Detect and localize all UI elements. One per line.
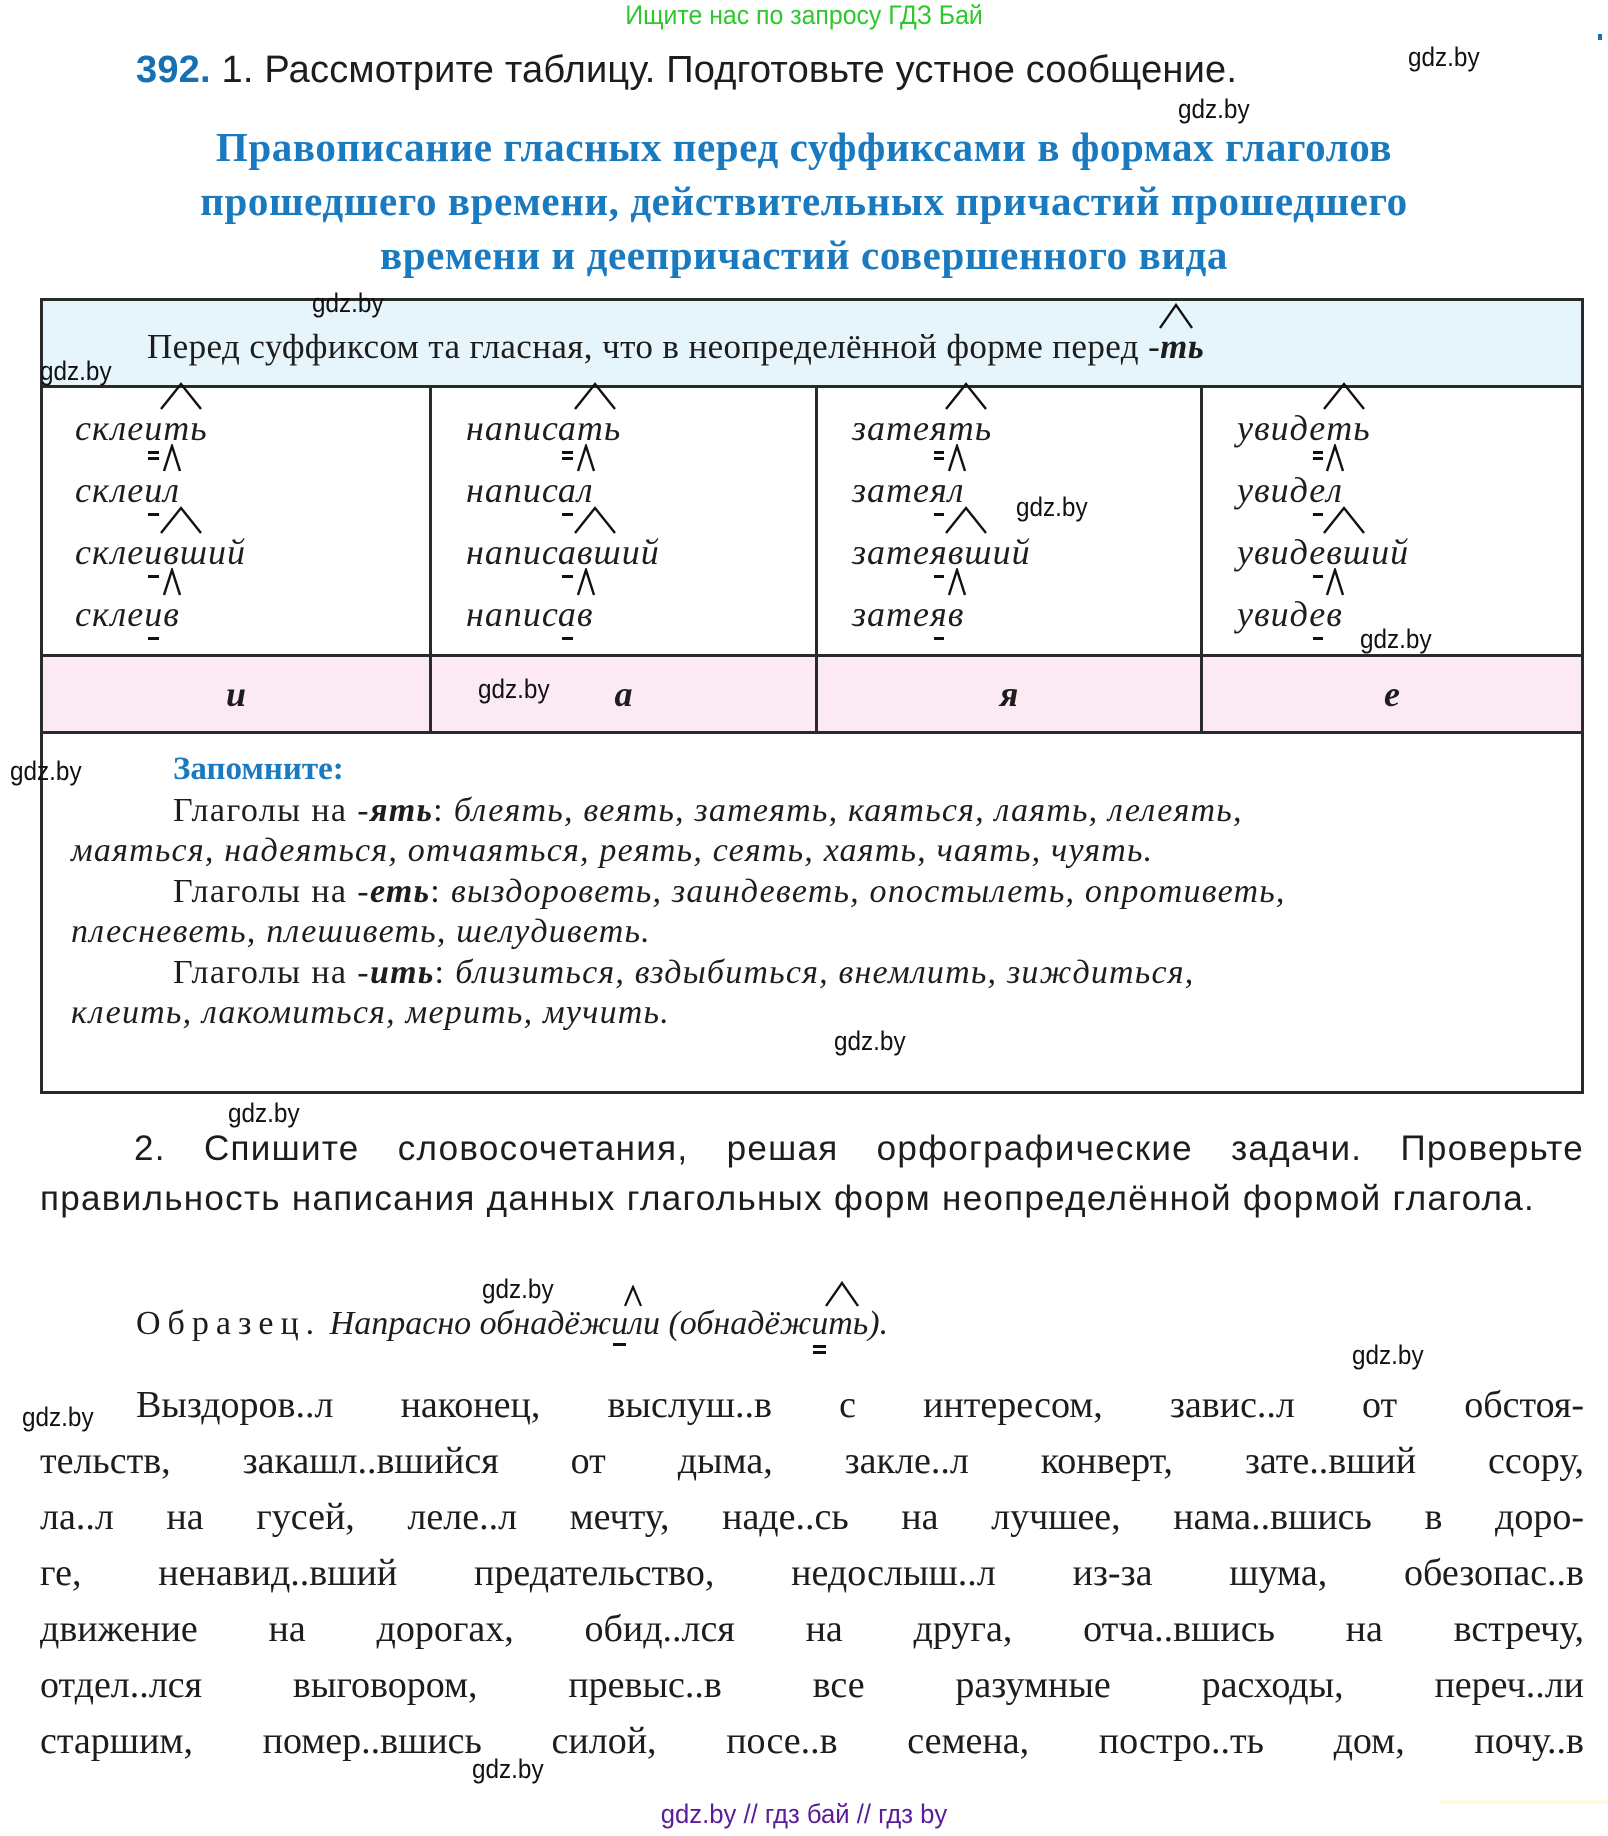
exercise-line-6: отдел..лся выговором, превыс..в все разумные расходы, переч..ли xyxy=(40,1664,1584,1706)
memo-it-line1: Глаголы на -ить: близиться, вздыбиться, внемлить, зиждиться, xyxy=(173,954,1195,991)
suffix-arc-icon xyxy=(946,568,968,596)
word-form: склeивш ий xyxy=(75,532,246,572)
vowel-cell-a: а xyxy=(429,657,815,731)
column-i xyxy=(43,388,429,654)
sample-suffix-arc-icon xyxy=(622,1285,644,1307)
word-form: затеять xyxy=(852,408,992,448)
corner-mark xyxy=(1598,34,1602,40)
watermark: gdz.by xyxy=(22,1402,94,1432)
vowel-cell-ya: я xyxy=(815,657,1200,731)
highlighted-vowel: е xyxy=(1309,470,1327,510)
highlighted-vowel: е xyxy=(1309,408,1327,448)
suffix-arc-icon xyxy=(159,506,203,534)
exercise-line-2: тельств, закашл..вшийся от дыма, закле..л конверт, зате..вший ссору, xyxy=(40,1440,1584,1482)
highlighted-vowel: а xyxy=(557,470,577,510)
word-form: затеяв xyxy=(852,594,964,634)
suffix: вш xyxy=(577,532,622,572)
exercise-line-1: Выздоров..л наконец, выслуш..в с интересом, завис..л от обстоя- xyxy=(136,1384,1584,1426)
column-a xyxy=(429,388,815,654)
suffix: вш xyxy=(948,532,993,572)
watermark: gdz.by xyxy=(1360,624,1432,654)
rule-title xyxy=(0,120,1608,282)
watermark: gdz.by xyxy=(1352,1340,1424,1370)
exercise-line-7: старшим, помер..вшись силой, посе..в семена, постро..ть дом, почу..в xyxy=(40,1720,1584,1762)
memo-et-line2: плесневеть, плешиветь, шелудиветь. xyxy=(71,913,651,950)
memo-title: Запомните: xyxy=(173,751,344,787)
rule-table-header xyxy=(43,301,1581,388)
vowel-row xyxy=(43,654,1581,734)
word-form: склeить xyxy=(75,408,208,448)
suffix: в xyxy=(1326,594,1343,634)
memo-it-line2: клеить, лакомиться, мерить, мучить. xyxy=(71,994,670,1031)
suffix: л xyxy=(1326,470,1343,510)
sample-label: Образец. xyxy=(136,1305,322,1342)
suffix-arc-icon xyxy=(159,382,203,410)
suffix-arc-icon xyxy=(944,382,988,410)
highlighted-vowel: я xyxy=(930,532,948,572)
column-ya xyxy=(815,388,1200,654)
highlighted-vowel: а xyxy=(557,594,577,634)
word-form: увидев xyxy=(1237,594,1343,634)
watermark: gdz.by xyxy=(1178,94,1250,124)
column-e xyxy=(1200,388,1581,654)
highlighted-vowel: е xyxy=(1309,532,1327,572)
suffix: вш xyxy=(163,532,208,572)
suffix-arc-icon xyxy=(1322,506,1366,534)
highlighted-vowel: и xyxy=(144,470,164,510)
memo-yat-line1: Глаголы на -ять: блеять, веять, затеять, каяться, лаять, лелеять, xyxy=(173,792,1243,829)
rule-title-line1: Правописание гласных перед суффиксами в формах глаголов xyxy=(215,124,1393,170)
suffix: ть xyxy=(577,408,621,448)
watermark: gdz.by xyxy=(10,756,82,786)
suffix-arc-icon xyxy=(944,506,988,534)
watermark: gdz.by xyxy=(1016,492,1088,522)
highlighted-vowel: и xyxy=(144,408,164,448)
suffix: л xyxy=(577,470,594,510)
suffix-arc-icon xyxy=(946,444,968,472)
rule-table xyxy=(40,298,1584,1094)
word-form: написать xyxy=(466,408,621,448)
word-form: затеял xyxy=(852,470,964,510)
word-form: затеявш ий xyxy=(852,532,1031,572)
footer-links[interactable]: gdz.by // гдз бай // гдз by xyxy=(660,1799,948,1829)
sample-example: Напрасно обнадёжи л и (обнадёжи ть ). xyxy=(330,1305,888,1342)
suffix: ть xyxy=(163,408,207,448)
vowel-cell-e: е xyxy=(1200,657,1581,731)
watermark: gdz.by xyxy=(1408,42,1480,72)
watermark: gdz.by xyxy=(312,288,384,318)
suffix: л xyxy=(163,470,180,510)
rule-statement: Перед суффиксом та гласная, что в неопределённой форме перед -ть xyxy=(147,327,1204,367)
suffix-arc-icon xyxy=(573,382,617,410)
suffix-arc-icon xyxy=(161,444,183,472)
task1-text: 1. Рассмотрите таблицу. Подготовьте устное сообщение. xyxy=(221,49,1238,91)
watermark: gdz.by xyxy=(472,1754,544,1784)
word-form: увидел xyxy=(1237,470,1343,510)
suffix: в xyxy=(948,594,965,634)
watermark: gdz.by xyxy=(482,1274,554,1304)
watermark: gdz.by xyxy=(834,1026,906,1056)
word-form: увидевш ий xyxy=(1237,532,1409,572)
watermark: gdz.by xyxy=(478,674,550,704)
suffix-arc-icon xyxy=(575,444,597,472)
suffix-arc-icon xyxy=(573,506,617,534)
suffix: в xyxy=(577,594,594,634)
exercise-line-3: ла..л на гусей, леле..л мечту, наде..сь на лучшее, нама..вшись в доро- xyxy=(40,1496,1584,1538)
suffix-ty: ть xyxy=(1160,327,1204,366)
suffix-arc-icon xyxy=(1324,444,1346,472)
suffix-arc-icon xyxy=(1324,568,1346,596)
rule-title-line3: времени и деепричастий совершенного вида xyxy=(379,232,1228,278)
word-form: написав xyxy=(466,594,594,634)
sample-sentence xyxy=(136,1302,888,1346)
word-form: написавш ий xyxy=(466,532,660,572)
highlighted-vowel: я xyxy=(930,470,948,510)
word-form: увидеть xyxy=(1237,408,1371,448)
sample-check-arc-icon xyxy=(824,1281,860,1307)
word-form: склeил xyxy=(75,470,180,510)
suffix: в xyxy=(163,594,180,634)
suffix-arc-icon xyxy=(1158,303,1194,329)
exercise-number: 392. xyxy=(136,49,211,91)
task2-text: 2. Спишите словосочетания, решая орфографические задачи. Проверьте правильность написания данных глагольных форм неопределённой формой глагола. xyxy=(40,1129,1584,1218)
suffix-arc-icon xyxy=(575,568,597,596)
highlighted-vowel: а xyxy=(557,408,577,448)
highlighted-vowel: и xyxy=(144,594,164,634)
highlighted-vowel: я xyxy=(930,408,948,448)
suffix: ть xyxy=(948,408,992,448)
exercise-line-5: движение на дорогах, обид..лся на друга, отча..вшись на встречу, xyxy=(40,1608,1584,1650)
search-banner: Ищите нас по запросу ГДЗ Бай xyxy=(625,0,983,30)
exercise-heading xyxy=(136,48,1237,92)
vowel-cell-i: и xyxy=(225,674,247,714)
rule-title-line2: прошедшего времени, действительных причастий прошедшего xyxy=(200,178,1408,224)
suffix: ть xyxy=(1326,408,1370,448)
word-form: склeив xyxy=(75,594,180,634)
memo-et-line1: Глаголы на -еть: выздороветь, заиндеветь, опостылеть, опротиветь, xyxy=(173,873,1286,910)
highlighted-vowel: а xyxy=(557,532,577,572)
watermark: gdz.by xyxy=(228,1098,300,1128)
word-form: написал xyxy=(466,470,594,510)
suffix: вш xyxy=(1326,532,1371,572)
suffix-arc-icon xyxy=(161,568,183,596)
exercise-line-4: ге, ненавид..вший предательство, недослыш..л из-за шума, обезопас..в xyxy=(40,1552,1584,1594)
highlighted-vowel: я xyxy=(930,594,948,634)
highlighted-vowel: и xyxy=(144,532,164,572)
highlighted-vowel: е xyxy=(1309,594,1327,634)
suffix-arc-icon xyxy=(1322,382,1366,410)
suffix: л xyxy=(948,470,965,510)
watermark: gdz.by xyxy=(40,356,112,386)
memo-yat-line2: маяться, надеяться, отчаяться, реять, сеять, хаять, чаять, чуять. xyxy=(71,832,1154,869)
